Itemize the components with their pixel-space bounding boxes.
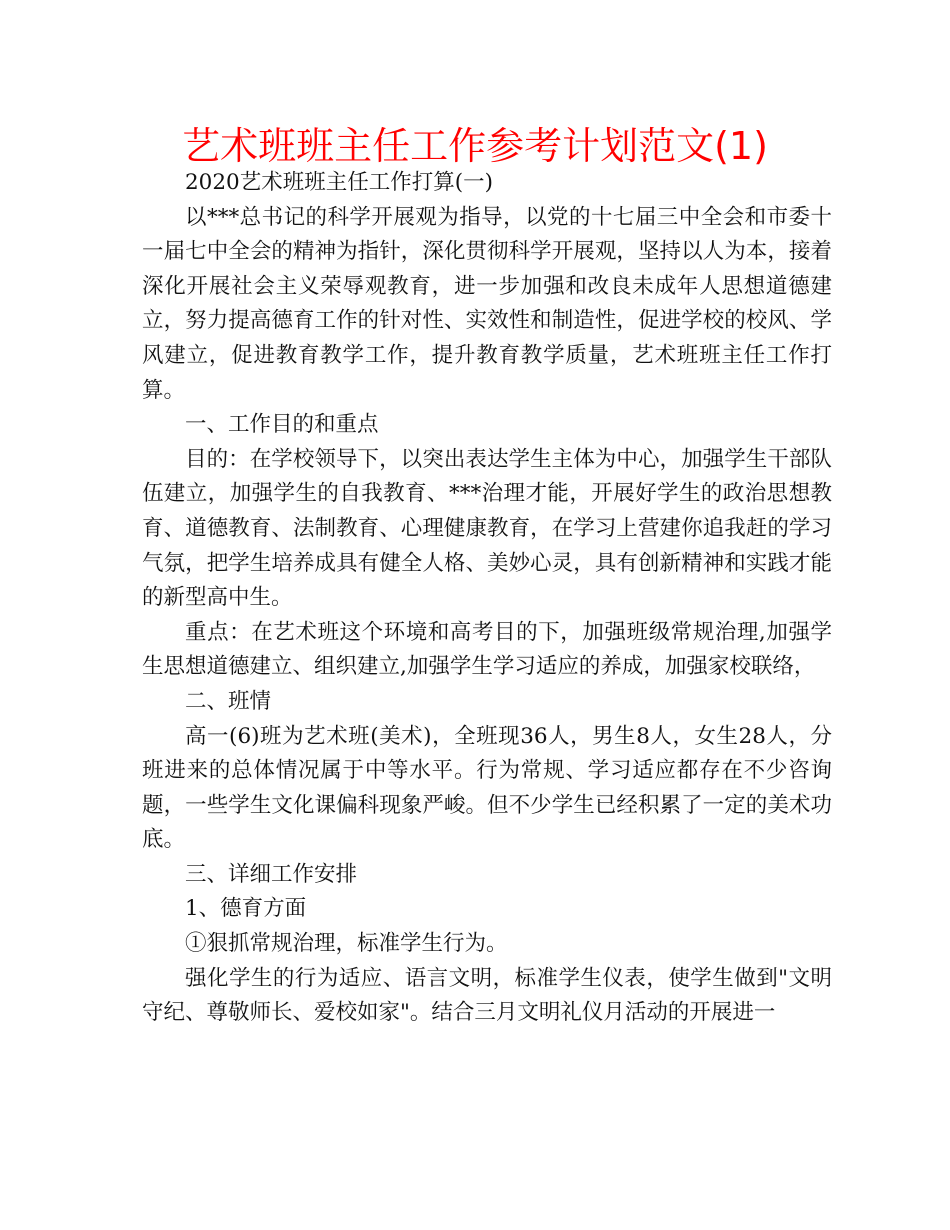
- paragraph-focus: 重点：在艺术班这个环境和高考目的下，加强班级常规治理,加强学生思想道德建立、组织建立,加强学生学习适应的养成，加强家校联络，: [142, 619, 832, 680]
- paragraph-routine: 强化学生的行为适应、语言文明，标准学生仪表，使学生做到"文明守纪、尊敬师长、爱校如家"。结合三月文明礼仪月活动的开展进一: [142, 965, 832, 1026]
- paragraph-goals: 目的：在学校领导下，以突出表达学生主体为中心，加强学生干部队伍建立，加强学生的自我教育、***治理才能，开展好学生的政治思想教育、道德教育、法制教育、心理健康教育，在学习上营建你追我赶的学习气氛，把学生培养成具有健全人格、美妙心灵，具有创新精神和实践才能的新型高中生。: [142, 446, 832, 611]
- document-body: [142, 166, 832, 1031]
- section-heading-class-status: 二、班情: [185, 688, 272, 714]
- paragraph-subtitle: 2020艺术班班主任工作打算(一): [185, 170, 493, 195]
- section-heading-work-plan: 三、详细工作安排: [185, 861, 358, 887]
- paragraph-class-status: 高一(6)班为艺术班(美术)，全班现36人，男生8人，女生28人，分班进来的总体情况属于中等水平。行为常规、学习适应都存在不少咨询题，一些学生文化课偏科现象严峻。但不少学生已经积累了一定的美术功底。: [142, 723, 832, 853]
- document-title: 艺术班班主任工作参考计划范文(1): [182, 124, 768, 168]
- item-heading-routine: ①狠抓常规治理，标准学生行为。: [185, 931, 508, 957]
- subsection-heading-moral: 1、德育方面: [185, 896, 307, 922]
- paragraph-intro: 以***总书记的科学开展观为指导，以党的十七届三中全会和市委十一届七中全会的精神为指针，深化贯彻科学开展观，坚持以人为本，接着深化开展社会主义荣辱观教育，进一步加强和改良未成年人思想道德建立，努力提高德育工作的针对性、实效性和制造性，促进学校的校风、学风建立，促进教育教学工作，提升教育教学质量，艺术班班主任工作打算。: [142, 204, 832, 403]
- section-heading-goals: 一、工作目的和重点: [185, 412, 379, 438]
